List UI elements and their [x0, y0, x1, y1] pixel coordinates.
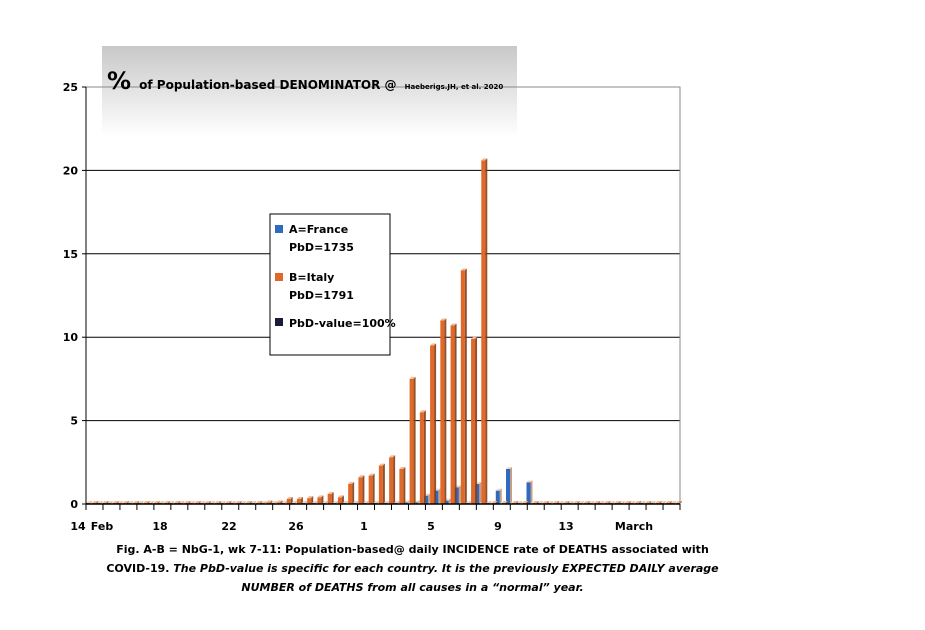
caption-line-1: Fig. A-B = NbG-1, wk 7-11: Population-based@ daily INCIDENCE rate of DEATHS associated with [116, 543, 709, 556]
bar-side [475, 337, 477, 504]
bar-face [527, 482, 531, 504]
caption-line-3: NUMBER of DEATHS from all causes in a “normal” year. [241, 581, 584, 594]
bar-side [373, 474, 375, 504]
bar-face [307, 498, 311, 504]
bar-side [424, 410, 426, 504]
bar-face [420, 412, 424, 504]
bar-face [451, 326, 455, 504]
bar-italy [379, 464, 385, 504]
legend [270, 214, 396, 355]
bar-side [531, 480, 533, 504]
y-tick-label: 15 [62, 247, 78, 261]
bar-italy [471, 337, 477, 504]
bar-side [414, 377, 416, 504]
bar-italy [369, 474, 375, 504]
y-tick-label: 10 [62, 331, 78, 345]
bar-france [527, 480, 533, 504]
legend-label-italy: B=Italy [289, 271, 335, 284]
y-tick-label: 20 [62, 164, 78, 178]
bar-face [440, 321, 444, 504]
bar-face [410, 379, 414, 504]
x-tick-label: 1 [360, 520, 368, 533]
bar-face [358, 477, 362, 504]
bar-side [393, 455, 395, 504]
x-tick-label: March [614, 520, 654, 533]
y-tick-labels [63, 81, 79, 511]
y-tick-label: 0 [70, 498, 78, 511]
bar-side [485, 158, 487, 504]
legend-swatch-pbd [275, 318, 283, 326]
bar-side [459, 485, 461, 504]
legend-label-france: A=France [289, 223, 349, 236]
bar-face [328, 494, 332, 504]
chart-title-source: Haeberigs.JH, et al. 2020 [404, 83, 504, 91]
bar-face [317, 497, 321, 504]
bar-italy [328, 492, 334, 504]
bar-face [338, 497, 342, 504]
bar-italy [338, 495, 344, 504]
bar-side [465, 268, 467, 504]
bar-italy [399, 467, 405, 504]
x-tick-label: 18 [152, 520, 168, 533]
bar-side [500, 489, 502, 504]
x-tick-label: 5 [427, 520, 435, 533]
bar-face [506, 469, 510, 504]
bar-italy [451, 324, 457, 504]
figure-caption [40, 540, 785, 597]
bar-face [287, 499, 291, 504]
legend-swatch-italy [275, 273, 283, 281]
bar-side [510, 467, 512, 504]
legend-label-pbd: PbD-value=100% [289, 317, 396, 330]
legend-swatch-france [275, 225, 283, 233]
x-tick-label: 22 [221, 520, 237, 533]
bar-face [399, 469, 403, 504]
caption-line-2-italic: The PbD-value is specific for each country. It is the previously EXPECTED DAILY average [169, 562, 719, 575]
bar-face [348, 484, 352, 504]
bar-italy [358, 475, 364, 504]
bar-italy [420, 410, 426, 504]
x-tick-label: Feb [90, 520, 114, 533]
bar-side [403, 467, 405, 504]
chart-title-prefix: % [107, 67, 132, 95]
x-tick-label: 14 [70, 520, 86, 533]
bar-france [506, 467, 512, 504]
bar-italy [430, 344, 436, 504]
chart-title: of Population-based DENOMINATOR @ [139, 78, 397, 92]
y-tick-label: 25 [62, 81, 78, 94]
bar-side [434, 344, 436, 504]
bar-italy [410, 377, 416, 504]
x-tick-label: 9 [494, 520, 502, 533]
bar-side [438, 489, 440, 504]
bar-italy [389, 455, 395, 504]
bar-italy [461, 268, 467, 504]
bar-italy [440, 319, 446, 504]
caption-line-2 [40, 559, 785, 578]
bar-side [479, 482, 481, 504]
bar-face [297, 499, 301, 504]
bar-italy [307, 496, 313, 504]
bar-face [379, 466, 383, 504]
x-tick-labels [70, 520, 653, 533]
legend-sub-italy: PbD=1791 [289, 289, 354, 302]
bar-face [481, 160, 485, 504]
bar-side [362, 475, 364, 504]
bar-face [369, 476, 373, 504]
y-tick-label: 5 [70, 414, 78, 428]
caption-line-2-bold: COVID-19. [106, 562, 170, 575]
bar-italy [481, 158, 487, 504]
bar-italy [317, 495, 323, 504]
legend-sub-france: PbD=1735 [289, 241, 354, 254]
bar-side [352, 482, 354, 504]
bar-italy [348, 482, 354, 504]
bar-face [389, 457, 393, 504]
x-tick-label: 26 [288, 520, 304, 533]
bar-side [332, 492, 334, 504]
bar-side [383, 464, 385, 504]
bar-face [430, 346, 434, 504]
bar-side [455, 324, 457, 504]
x-tick-label: 13 [558, 520, 574, 533]
bar-face [471, 339, 475, 504]
bar-side [444, 319, 446, 504]
bar-face [461, 270, 465, 504]
